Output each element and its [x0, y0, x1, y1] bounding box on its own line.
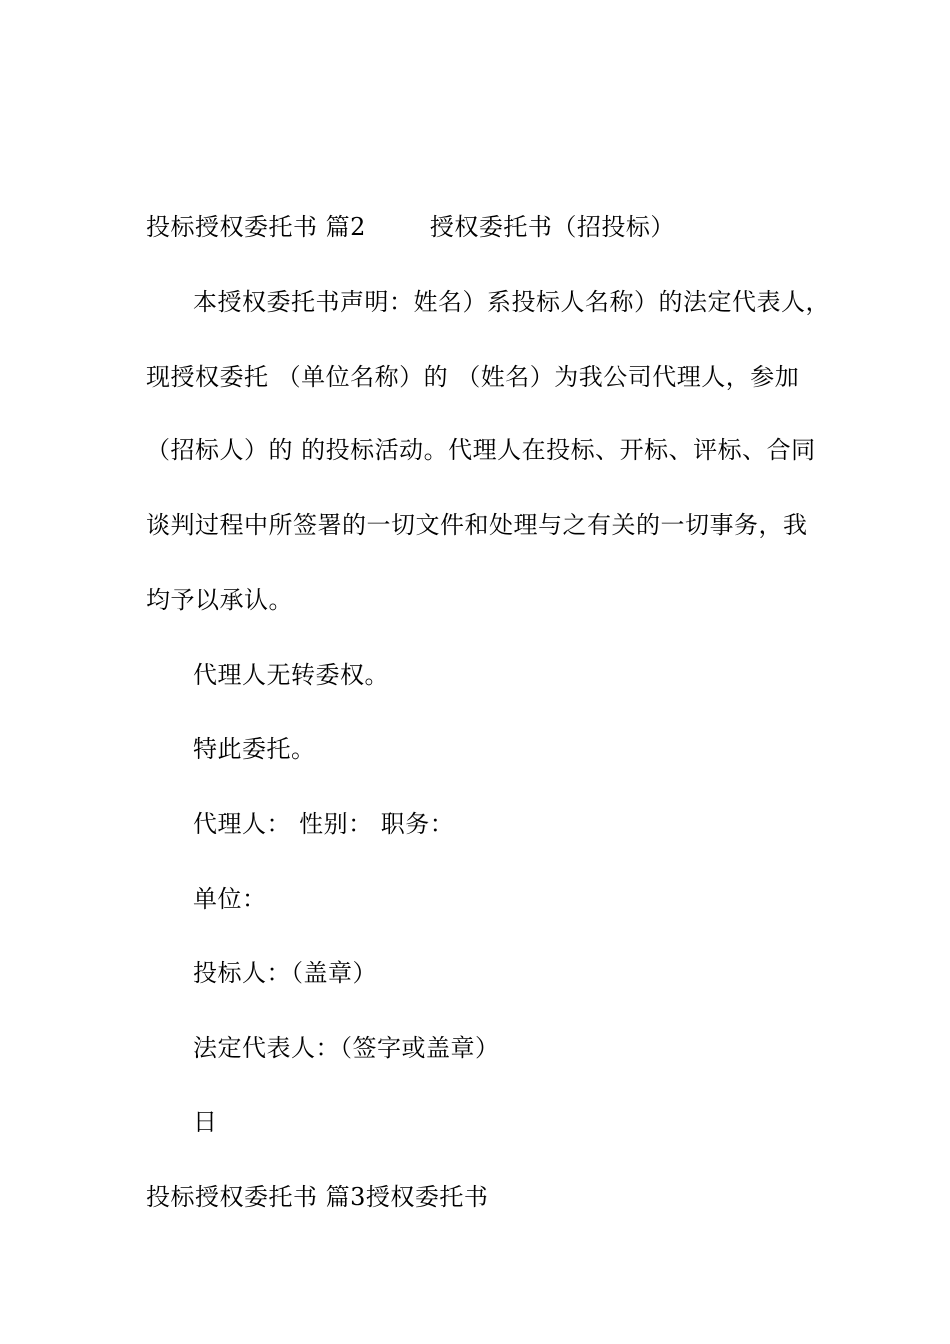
- unit-line: 单位：: [193, 885, 267, 913]
- paragraph-line: 均予以承认。: [146, 586, 293, 614]
- section-heading-2: [146, 212, 675, 242]
- paragraph-hereby-authorize: 特此委托。: [193, 735, 316, 763]
- paragraph-line: （招标人）的 的投标活动。代理人在投标、开标、评标、合同: [146, 436, 816, 464]
- section-heading-3: 投标授权委托书 篇3授权委托书: [146, 1183, 489, 1211]
- paragraph-line: 谈判过程中所签署的一切文件和处理与之有关的一切事务，我: [146, 511, 808, 539]
- date-line: 日: [193, 1108, 218, 1136]
- paragraph-line: 现授权委托 （单位名称）的 （姓名）为我公司代理人，参加: [146, 363, 800, 391]
- bidder-seal-line: 投标人：（盖章）: [193, 959, 377, 987]
- legal-representative-line: 法定代表人：（签字或盖章）: [193, 1034, 500, 1062]
- paragraph-no-subdelegation: 代理人无转委权。: [193, 661, 389, 689]
- agent-info-line: 代理人： 性别： 职务：: [193, 810, 455, 838]
- heading-2-subtitle: 授权委托书（招投标）: [429, 213, 675, 241]
- heading-2-title: 投标授权委托书 篇2: [146, 213, 366, 241]
- paragraph-line: 本授权委托书声明：姓名）系投标人名称）的法定代表人，: [193, 288, 830, 316]
